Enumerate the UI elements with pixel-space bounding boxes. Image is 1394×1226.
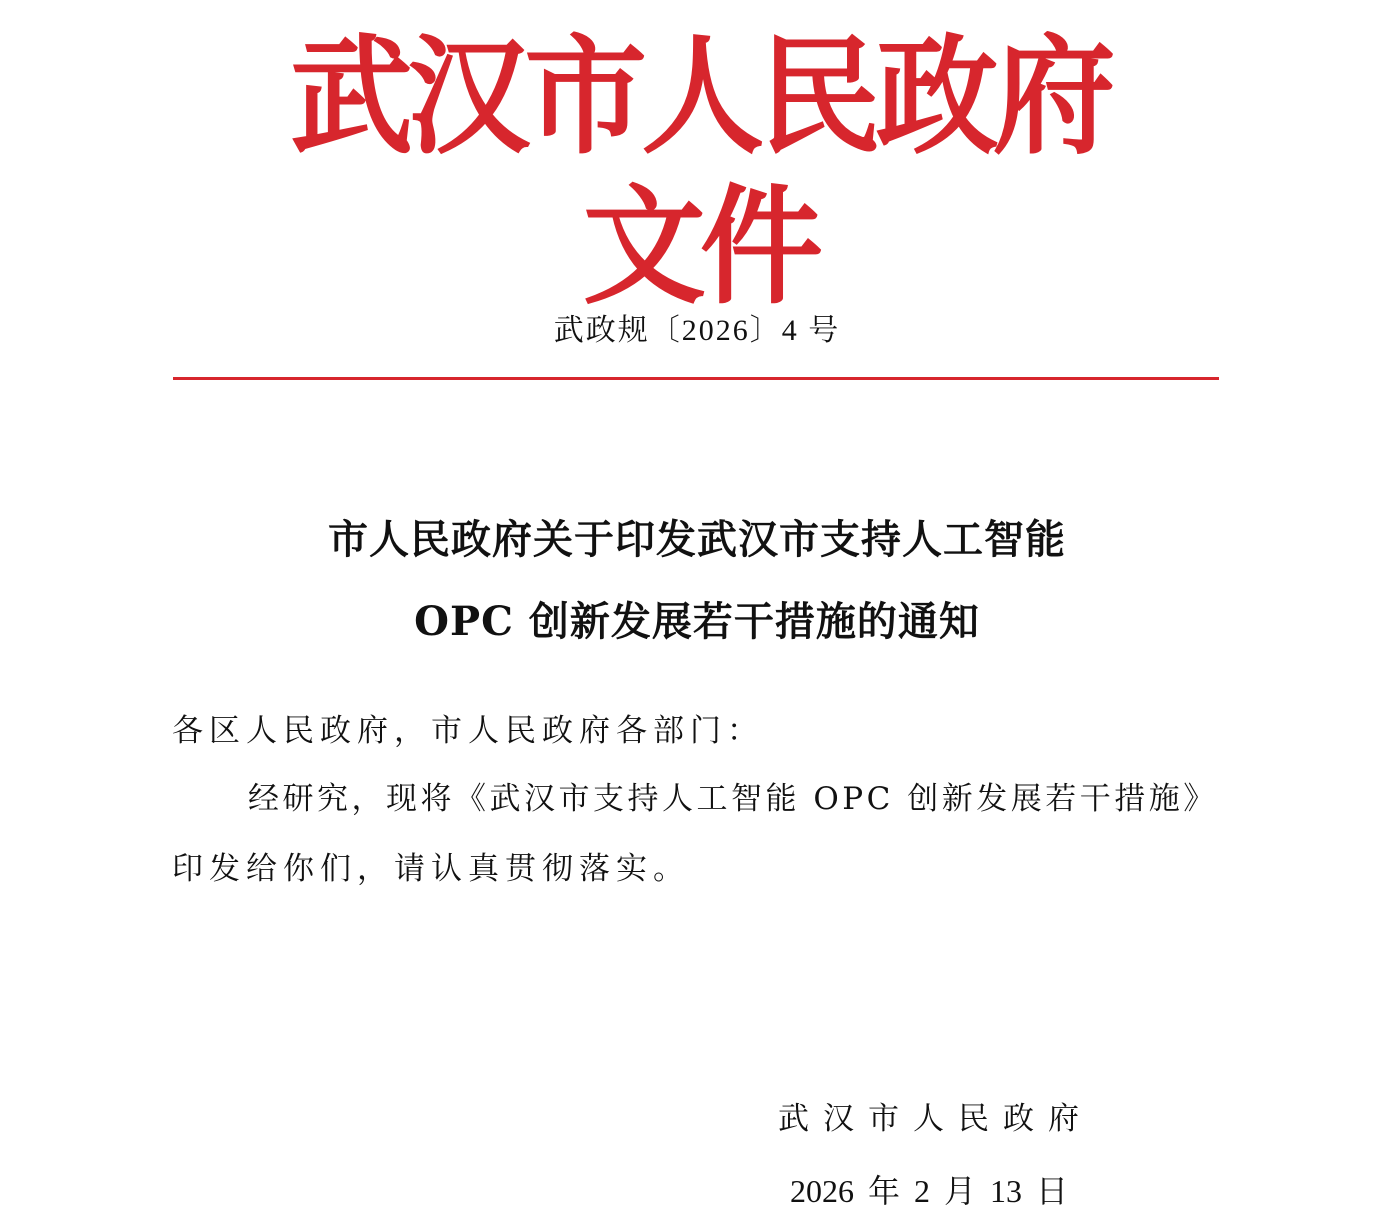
notice-title-line-1: 市人民政府关于印发武汉市支持人工智能 [328,516,1066,563]
masthead-title: 武汉市人民政府文件 [290,22,1110,322]
issuer-signature: 武汉市人民政府 [778,1101,1093,1137]
notice-title-line-2: OPC 创新发展若干措施的通知 [414,598,980,645]
issue-date: 2026 年 2 月 13 日 [790,1173,1069,1209]
document-number: 武政规〔2026〕4 号 [553,314,841,347]
salutation: 各区人民政府，市人民政府各部门： [172,713,764,749]
body-paragraph-line-2: 印发给你们，请认真贯彻落实。 [172,851,690,887]
red-divider [173,377,1219,380]
body-paragraph-line-1: 经研究，现将《武汉市支持人工智能 OPC 创新发展若干措施》 [248,781,1218,817]
